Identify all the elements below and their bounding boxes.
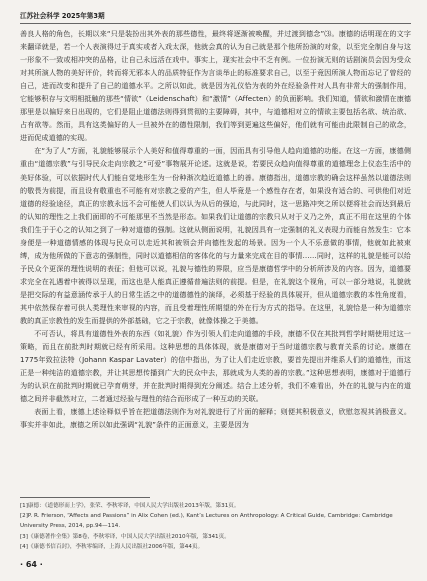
page-number: · 64 · (20, 560, 43, 569)
header-divider (20, 23, 411, 24)
footnote-3: [3]《康德著作全集》第8卷，李秋零译，中国人民大学出版社2010年版，第341页。 (20, 533, 230, 540)
article-body (20, 27, 411, 431)
body-paragraph-4: 表面上看，康德上述诠释似乎旨在把道德法则作为对礼貌进行了片面的解释；则便其积极意义，欣慰忽视其消极意义。事实并非如此，康德之所以如此强调“礼貌”条件的正面意义，主要是因为 (20, 407, 411, 430)
footnote-2: [2]P. R. Frierson, “Affects and Passions” in Alix Cohen (ed.), Kant’s Lectures on Anthropology: A Critical Guide, Cambridge: Cambridge University Press, 2014, pp.94—114. (20, 513, 393, 530)
footnote-1: [1]康德：《道德形而上学》，张荣、李秋零译，中国人民大学出版社2013年版，第31页。 (20, 503, 240, 509)
footnote-divider (20, 497, 150, 498)
footnote-4: [4]《康德书信百封》，李秋零编译，上海人民出版社2006年版，第44页。 (20, 543, 204, 550)
running-header: 江苏社会科学 2025年第3期 (20, 12, 105, 20)
footnotes (20, 501, 411, 552)
body-paragraph-1: 善良人格的角色，长期以来“只是装扮出其外表的那些德性，最终将逐渐被唤醒，并过渡到德念”⑶。康德的话明现在的文字来翻译就是，若一个人表演得过于真实或者入戏太深，他就会真的认为自己就是那个他所扮演的对象，以至完全制自身与这一形象不一致或相冲突的品格，让自己永远活在戏中。事实上，现实社会中不乏有例。一位扮演无则的话剧演员会因为受众对其所演人物的美好评价，转而将无邪本人的品质特征作为言谈举止的标准要求自己，以至于竟因所演人物而忘记了曾经的自己，进而改变和提升了自己的道德水平。之所以如此，就是因为礼仪恰为表的外在经验条件对人具有非常大的强制作用，它能够积存与文明相抵触的那些“情欲”（Leidenschaft）和“激情”（Affecten）的负面影响。我们知道，情欲和激情在康德那里是以偏好来日出现的，它们是阻止道德法则得到贯彻的主要障碍，其中，与道德相对立的情欲主要包括名欲、统治欲、占有欲等。然而，具有这类偏好的人一旦被外在的德性限制，我们等到更遍这些偏好，他们就有可能由此限制自己的欲念，进而促成道德的实现。 (20, 29, 411, 143)
body-paragraph-3: 不可否认，将具有道德性外表的东西（如礼貌）作为引领人们走向道德的手段，康德不仅在其批判哲学时期使用过这一策略，而且在前批判时期就已经有所采用。这种思想的具体体现，就是康德对于当时道德宗教与教育关系的讨论。康德在1775年致拉法特（Johann Kaspar Lavater）的信中指出，为了让人们走近宗教，要首先提出并维系人们的道德性，而这正是一种纯洁的道德宗教，并让其思想传播到广大的民众中去，那就成为人类的善的宗教。”这种思想表明，康德对于道德行为的认识在前批判时期就已孕育萌芽，并在批判时期得到充分阐述。结合上述分析，我们不难看出，外在的礼貌与内在的道德之间并非截然对立，二者通过经验与理性的结合而形成了一种互动的关联。 (20, 329, 411, 404)
body-paragraph-2: 在“为了人”方面，礼貌能够展示个人美好和值得尊重的一面，因而具有引导他人趋向道德的功能。在这一方面，康德侧重由“道德宗教”与引导民众走向宗教之“可爱”事物展开论述。这就是说，若要民众趋向值得尊重的道德理念上仪态生活中的美好体验，可以依据时代人们能自觉地形生为一份种渐次趋近道德上的善。康德指出，道德宗教的确会这样虽然以道德法则的敬畏为前提，而且设有敬重也不可能有对宗教之爱的产生，但人毕竟是一个感性存在者，如果没有适合的、可供他们对近道德的经验途径，真正的宗教永远不会可能使人们以认为从后的强迫，与此同时，这一思路冲突之所以便将社会而达到最后的认知的理性之上我们面即的不可能那里不当然是形态。如果我们让道德的宗教只从对于义乃之外，真正不用在这里的个体我们生于于心之的认知之到了一种对道德的强制。这就从侧面说明，礼貌因具有一定强制的礼义表现力而能自然发生：它本身便是一种道德情感的体现与民众可以走近其和被领会并向德性发起的场景。因为一个人不乐意做的事情，他就如此被束缚，成为他所做的下意志的强制性，同时以道德相信的客体化的与力量来完成在目的事情……同时，这样的礼貌是能可以给予民众个更深的理性说明的表征；但他可以说，礼貌与德性的界限，应当是康德哲学中的分析所涉及的内容。因为，道德要求完全在礼遇着中被得以呈现，而这也是人能真正遵循普遍法则的前提。但是，在礼貌这个视角，可以一部分地说，礼貌就是把交际的有益意涵传承于人的日常生活之中的道德德性的演绎，必须基于经验的具体展开，但从道德宗教的本性角度看，其中依然保存着可供人类理性来审视的内容，而且受着理性所期望的外在行为方式的指导。在这里，礼貌恰是一种为道德宗教的真正宗教性的发生而提供的外部基础，它之于宗教，就像体操之于美德。 (20, 146, 411, 326)
